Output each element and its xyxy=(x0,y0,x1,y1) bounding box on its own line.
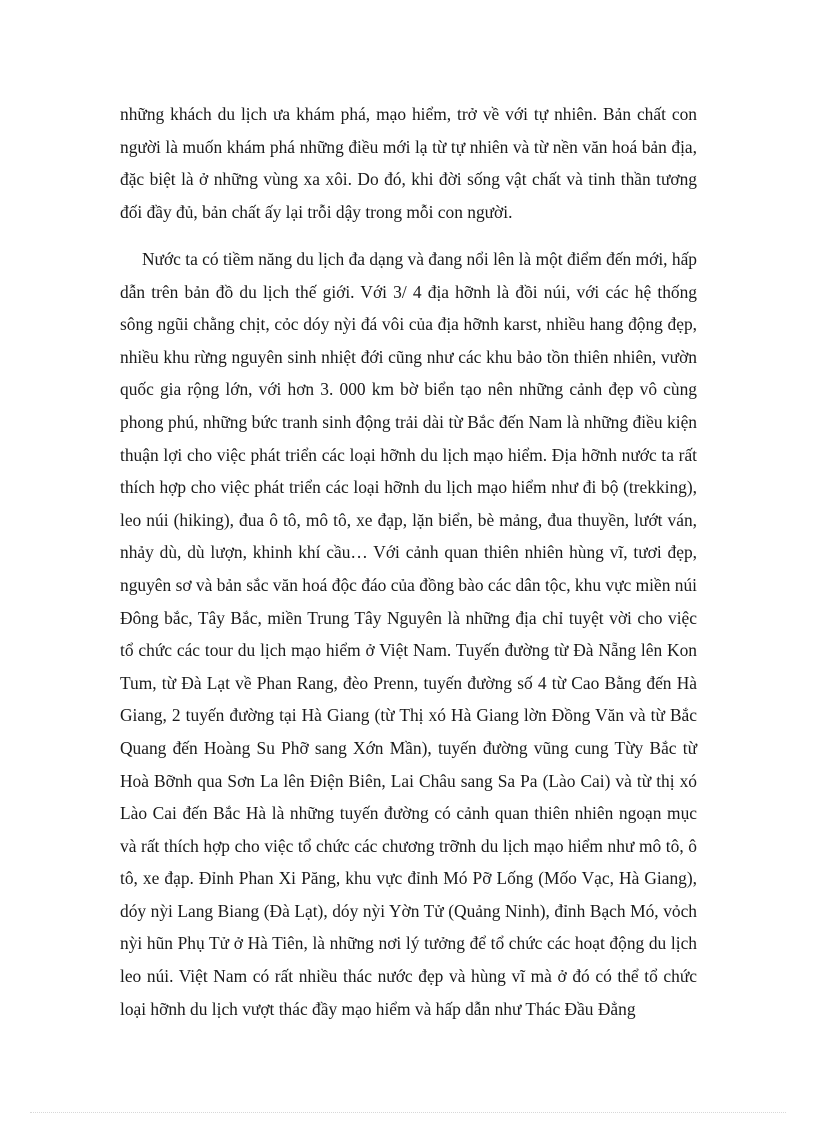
page-bottom-divider xyxy=(30,1112,786,1113)
paragraph-adventure-tourism: Nước ta có tiềm năng du lịch đa dạng và đang nổi lên là một điểm đến mới, hấp dẫn trên bản đồ du lịch thế giới. Với 3/ 4 địa hỡnh là đồi núi, với các hệ thống sông ngũi chằng chịt, cỏc dóy nỳi đá vôi của địa hỡnh karst, nhiều hang động đẹp, nhiều khu rừng nguyên sinh nhiệt đới cũng như các khu bảo tồn thiên nhiên, vườn quốc gia rộng lớn, với hơn 3. 000 km bờ biển tạo nên những cảnh đẹp vô cùng phong phú, những bức tranh sinh động trải dài từ Bắc đến Nam là những điều kiện thuận lợi cho việc phát triển các loại hỡnh du lịch mạo hiểm. Địa hỡnh nước ta rất thích hợp cho việc phát triển các loại hỡnh du lịch mạo hiểm như đi bộ (trekking), leo núi (hiking), đua ô tô, mô tô, xe đạp, lặn biển, bè mảng, đua thuyền, lướt ván, nhảy dù, dù lượn, khinh khí cầu… Với cảnh quan thiên nhiên hùng vĩ, tươi đẹp, nguyên sơ và bản sắc văn hoá độc đáo của đồng bào các dân tộc, khu vực miền núi Đông bắc, Tây Bắc, miền Trung Tây Nguyên là những địa chỉ tuyệt vời cho việc tổ chức các tour du lịch mạo hiểm ở Việt Nam. Tuyến đường từ Đà Nẵng lên Kon Tum, từ Đà Lạt về Phan Rang, đèo Prenn, tuyến đường số 4 từ Cao Bằng đến Hà Giang, 2 tuyến đường tại Hà Giang (từ Thị xó Hà Giang lờn Đồng Văn và từ Bắc Quang đến Hoàng Su Phỡ sang Xớn Mần), tuyến đường vũng cung Từy Bắc từ Hoà Bỡnh qua Sơn La lên Điện Biên, Lai Châu sang Sa Pa (Lào Cai) và từ thị xó Lào Cai đến Bắc Hà là những tuyến đường có cảnh quan thiên nhiên ngoạn mục và rất thích hợp cho việc tổ chức các chương trỡnh du lịch mạo hiểm như mô tô, ô tô, xe đạp. Đỉnh Phan Xi Păng, khu vực đỉnh Mó Pỡ Lống (Mốo Vạc, Hà Giang), dóy nỳi Lang Biang (Đà Lạt), dóy nỳi Yờn Tử (Quảng Ninh), đỉnh Bạch Mó, vỏch nỳi hũn Phụ Tử ở Hà Tiên, là những nơi lý tưởng để tổ chức các hoạt động du lịch leo núi. Việt Nam có rất nhiều thác nước đẹp và hùng vĩ mà ở đó có thể tổ chức loại hỡnh du lịch vượt thác đầy mạo hiểm và hấp dẫn như Thác Đầu Đẳng xyxy=(120,249,697,1019)
paragraph-continuation: những khách du lịch ưa khám phá, mạo hiểm, trở về với tự nhiên. Bản chất con người là muốn khám phá những điều mới lạ từ tự nhiên và từ nền văn hoá bản địa, đặc biệt là ở những vùng xa xôi. Do đó, khi đời sống vật chất và tinh thần tương đối đầy đủ, bản chất ấy lại trỗi dậy trong mỗi con người. xyxy=(120,104,697,222)
